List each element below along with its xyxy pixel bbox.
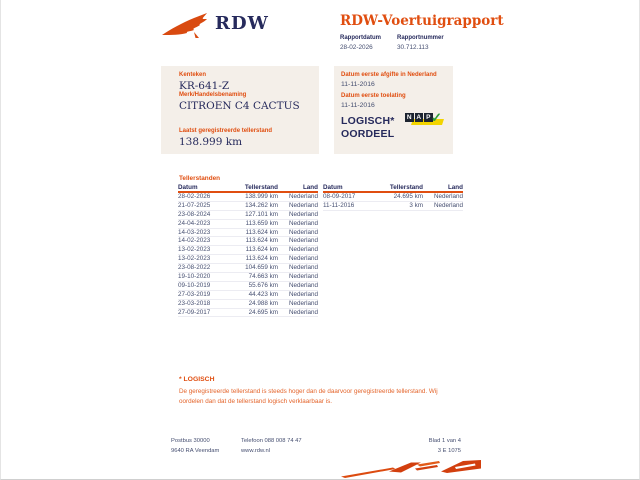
tellerstanden-title: Tellerstanden <box>179 175 221 182</box>
afgifte-label: Datum eerste afgifte in Nederland <box>341 72 437 78</box>
header-tellerstand: Tellerstand <box>389 184 423 191</box>
cell-tellerstand: 74.663 km <box>248 273 278 281</box>
cell-datum: 27-09-2017 <box>178 308 211 316</box>
cell-datum: 24-04-2023 <box>178 219 211 227</box>
merk-label: Merk/Handelsbenaming <box>179 92 247 98</box>
cell-tellerstand: 44.423 km <box>248 290 278 298</box>
nap-check-icon: ✓ <box>431 110 442 125</box>
table-body-right <box>323 193 463 211</box>
cell-tellerstand: 113.659 km <box>245 219 278 227</box>
header-land: Land <box>302 184 318 191</box>
table-row <box>178 193 318 202</box>
table-row <box>178 246 318 255</box>
footer-page-number: Blad 1 van 4 <box>428 438 461 444</box>
report-meta <box>340 35 444 51</box>
table-row <box>178 273 318 282</box>
footnote-text: De geregistreerde tellerstand is steeds hoger dan de daarvoor geregistreerde tellerstand. Wij oordelen dan dat de tellerstand logisch verklaarbaar is. <box>179 388 438 405</box>
report-date-label: Rapportdatum <box>340 35 381 41</box>
cell-datum: 19-10-2020 <box>178 273 211 281</box>
rdw-logo-text: RDW <box>215 13 269 34</box>
cell-tellerstand: 55.676 km <box>248 281 278 289</box>
cell-land: Nederland <box>288 219 318 227</box>
table-row <box>178 237 318 246</box>
cell-tellerstand: 24.695 km <box>393 193 423 200</box>
header-tellerstand: Tellerstand <box>244 184 278 191</box>
merk-field <box>179 92 300 112</box>
table-row <box>323 202 463 211</box>
cell-datum: 14-02-2023 <box>178 237 211 245</box>
table-row <box>178 211 318 220</box>
toelating-label: Datum eerste toelating <box>341 93 406 99</box>
footer-address-line1: Postbus 30000 <box>171 438 210 444</box>
cell-datum: 11-11-2016 <box>323 201 355 209</box>
cell-land: Nederland <box>288 210 318 218</box>
footer-contact <box>241 436 302 456</box>
cell-tellerstand: 24.988 km <box>248 299 278 307</box>
table-row <box>178 229 318 238</box>
tellerstanden-table-left <box>178 184 318 317</box>
tellerstand-label: Laatst geregistreerde tellerstand <box>179 128 273 134</box>
table-body-left <box>178 193 318 317</box>
cell-tellerstand: 113.624 km <box>245 237 278 245</box>
cell-tellerstand: 113.624 km <box>245 246 278 254</box>
table-row <box>323 193 463 202</box>
cell-land: Nederland <box>288 228 318 236</box>
cell-land: Nederland <box>288 255 318 263</box>
merk-value: CITROEN C4 CACTUS <box>179 99 300 112</box>
footnote-title: * LOGISCH <box>179 376 215 383</box>
cell-datum: 13-02-2023 <box>178 255 211 263</box>
cell-land: Nederland <box>288 299 318 307</box>
toelating-value: 11-11-2016 <box>341 101 375 109</box>
footer-phone: Telefoon 088 008 74 47 <box>241 438 302 444</box>
report-title: RDW-Voertuigrapport <box>340 13 504 29</box>
oordeel-line2: OORDEEL <box>341 128 395 140</box>
table-header-row <box>178 184 318 193</box>
report-date-value: 28-02-2026 <box>340 43 373 51</box>
cell-land: Nederland <box>288 281 318 289</box>
nap-letter-p: P <box>424 113 433 122</box>
footer-address-line2: 9640 RA Veendam <box>171 448 220 454</box>
report-date-block <box>340 35 381 51</box>
table-row <box>178 300 318 309</box>
cell-land: Nederland <box>433 201 463 209</box>
table-row <box>178 202 318 211</box>
nap-letter-n: N <box>406 114 412 121</box>
cell-tellerstand: 113.624 km <box>245 255 278 263</box>
table-row <box>178 264 318 273</box>
tellerstand-field <box>179 128 272 148</box>
cell-datum: 13-02-2023 <box>178 246 211 254</box>
cell-datum: 23-08-2022 <box>178 264 211 272</box>
table-row <box>178 255 318 264</box>
cell-land: Nederland <box>288 246 318 254</box>
cell-datum: 28-02-2026 <box>178 193 211 200</box>
cell-datum: 23-08-2024 <box>178 210 211 218</box>
cell-tellerstand: 134.262 km <box>245 201 278 209</box>
oordeel-text <box>341 115 395 141</box>
table-row <box>178 291 318 300</box>
kenteken-value: KR-641-Z <box>179 79 230 92</box>
report-number-block <box>397 35 444 51</box>
cell-datum: 14-03-2023 <box>178 228 211 236</box>
cell-land: Nederland <box>288 193 318 200</box>
footer-website: www.rdw.nl <box>241 448 270 454</box>
cell-land: Nederland <box>288 273 318 281</box>
cell-tellerstand: 104.659 km <box>245 264 278 272</box>
kenteken-label: Kenteken <box>179 72 207 78</box>
footer-page-info <box>361 436 461 456</box>
cell-tellerstand: 127.101 km <box>245 210 278 218</box>
afgifte-field <box>341 72 437 88</box>
header-land: Land <box>447 184 463 191</box>
nap-logo <box>405 110 445 127</box>
nap-letter-a: A <box>416 114 422 121</box>
tellerstanden-table-right <box>323 184 463 211</box>
footer-address <box>171 436 219 456</box>
cell-land: Nederland <box>288 290 318 298</box>
afgifte-value: 11-11-2016 <box>341 80 375 88</box>
rdw-wing-fragment-icon <box>331 455 481 480</box>
cell-tellerstand: 3 km <box>409 201 423 209</box>
rdw-logo <box>161 12 269 40</box>
cell-land: Nederland <box>288 308 318 316</box>
cell-tellerstand: 24.695 km <box>248 308 278 316</box>
cell-datum: 09-10-2019 <box>178 281 211 289</box>
cell-datum: 27-03-2019 <box>178 290 211 298</box>
header-datum: Datum <box>178 184 198 191</box>
cell-tellerstand: 113.624 km <box>245 228 278 236</box>
cell-land: Nederland <box>288 264 318 272</box>
rdw-eagle-icon <box>161 12 209 40</box>
cell-land: Nederland <box>288 237 318 245</box>
cell-land: Nederland <box>433 193 463 200</box>
cell-datum: 08-09-2017 <box>323 193 356 200</box>
kenteken-field <box>179 72 229 92</box>
cell-land: Nederland <box>288 201 318 209</box>
table-header-row <box>323 184 463 193</box>
cell-tellerstand: 138.999 km <box>245 193 278 200</box>
table-row <box>178 220 318 229</box>
tellerstand-value: 138.999 km <box>179 135 243 148</box>
cell-datum: 21-07-2025 <box>178 201 211 209</box>
toelating-field <box>341 93 406 109</box>
footer-doc-code: 3 E 1075 <box>437 448 461 454</box>
report-number-label: Rapportnummer <box>397 35 444 41</box>
cell-datum: 23-03-2018 <box>178 299 211 307</box>
report-number-value: 30.712.113 <box>397 43 429 51</box>
header-datum: Datum <box>323 184 343 191</box>
table-row <box>178 309 318 318</box>
oordeel-line1: LOGISCH* <box>341 115 395 127</box>
table-row <box>178 282 318 291</box>
